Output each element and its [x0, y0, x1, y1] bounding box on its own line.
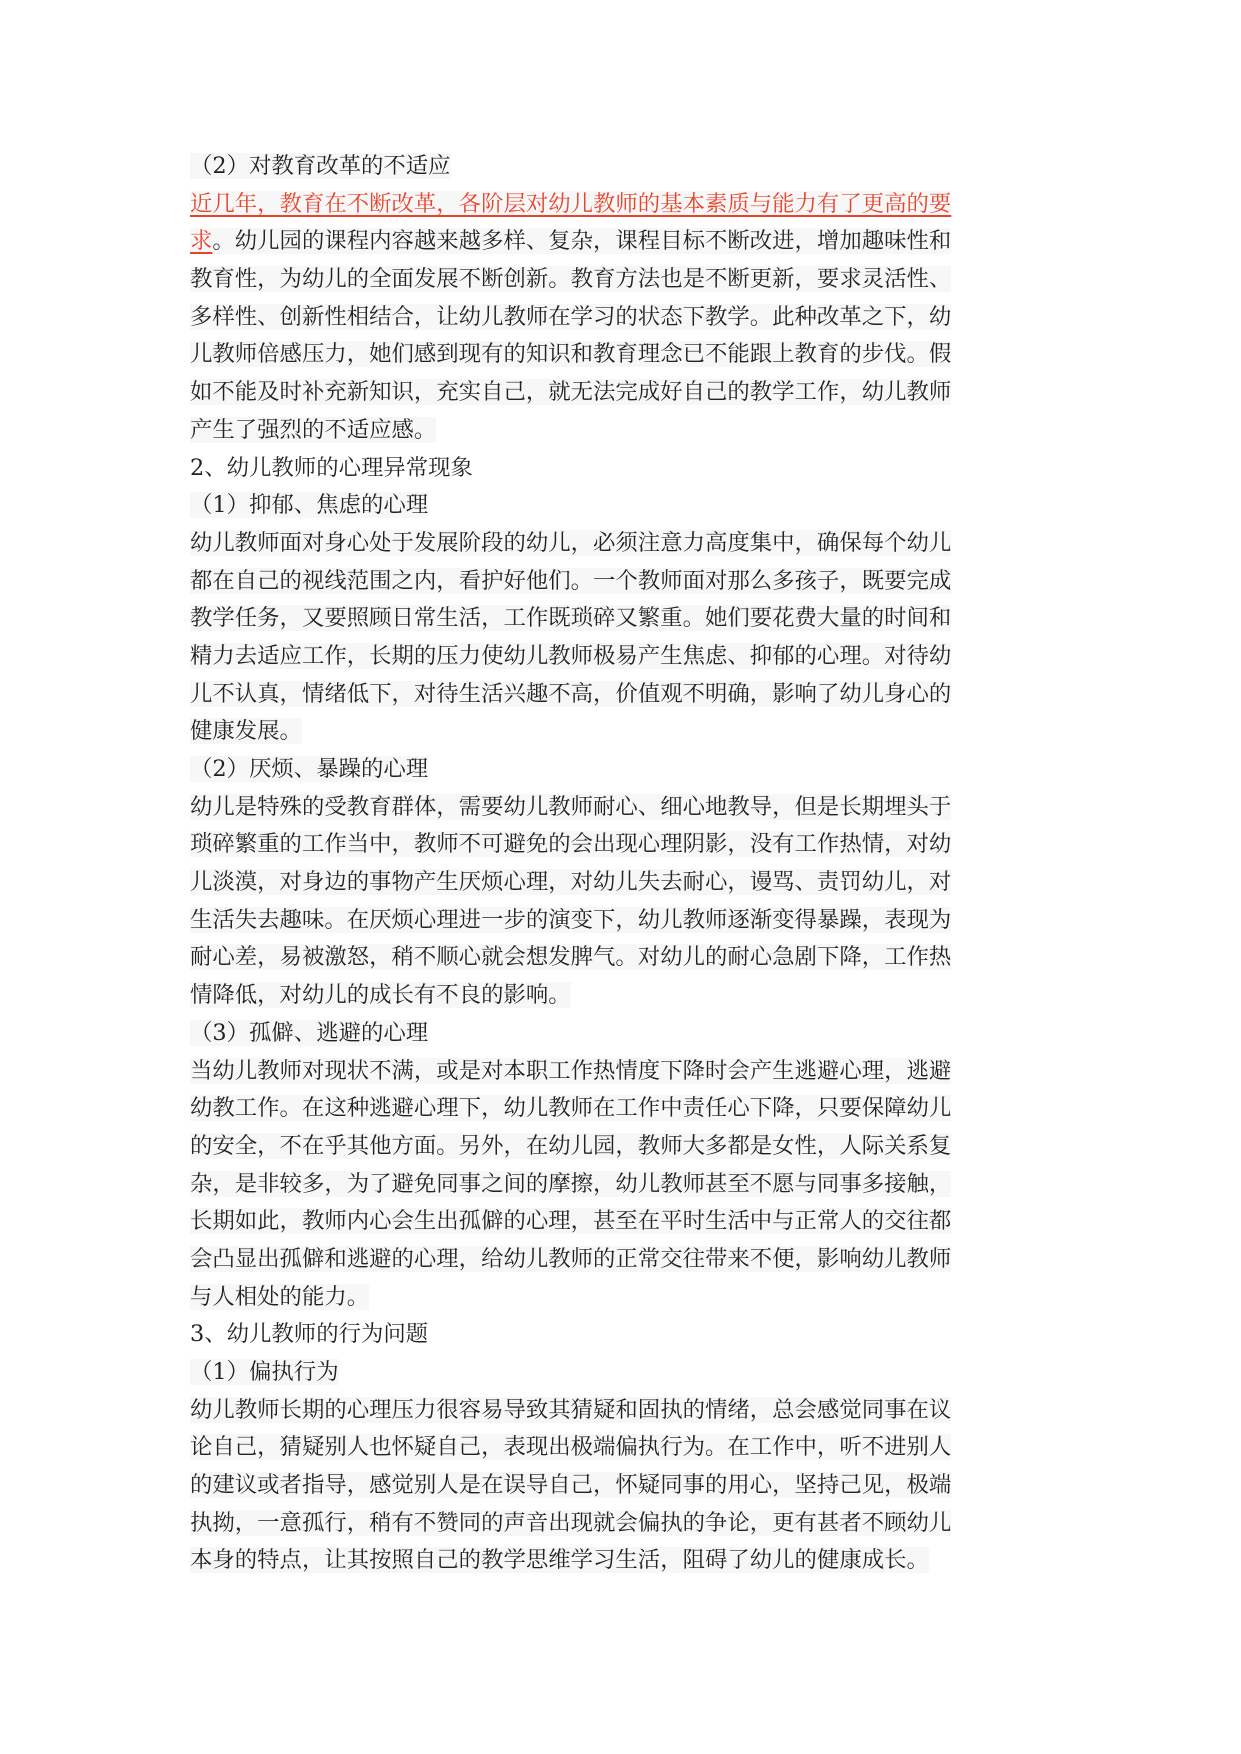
paragraph-line: 情降低，对幼儿的成长有不良的影响。	[190, 982, 571, 1009]
subheading-education-reform: （2）对教育改革的不适应	[190, 153, 451, 179]
paragraph-line: 精力去适应工作，长期的压力使幼儿教师极易产生焦虑、抑郁的心理。对待幼	[190, 642, 952, 669]
paragraph-line: 长期如此，教师内心会生出孤僻的心理，甚至在平时生活中与正常人的交往都	[190, 1208, 952, 1235]
subheading-isolation-avoidance: （3）孤僻、逃避的心理	[190, 1019, 429, 1046]
paragraph-line: 儿教师倍感压力，她们感到现有的知识和教育理念已不能跟上教育的步伐。假	[190, 341, 952, 368]
paragraph-line: 健康发展。	[190, 718, 302, 745]
paragraph-line: 耐心差，易被激怒，稍不顺心就会想发脾气。对幼儿的耐心急剧下降，工作热	[190, 944, 952, 971]
paragraph-line: 幼儿教师长期的心理压力很容易导致其猜疑和固执的情绪，总会感觉同事在议	[190, 1396, 952, 1423]
subheading-depression-anxiety: （1）抑郁、焦虑的心理	[190, 492, 429, 519]
subheading-irritability: （2）厌烦、暴躁的心理	[190, 756, 429, 782]
paragraph-line: 教学任务，又要照顾日常生活，工作既琐碎又繁重。她们要花费大量的时间和	[190, 605, 952, 632]
paragraph-line: 如不能及时补充新知识，充实自己，就无法完成好自己的教学工作，幼儿教师	[190, 379, 952, 406]
highlighted-text: 求	[190, 228, 213, 255]
paragraph-line: 幼儿是特殊的受教育群体，需要幼儿教师耐心、细心地教导，但是长期埋头于	[190, 793, 952, 820]
paragraph-line: 杂，是非较多，为了避免同事之间的摩擦，幼儿教师甚至不愿与同事多接触，	[190, 1170, 952, 1197]
paragraph-line: 产生了强烈的不适应感。	[190, 416, 437, 443]
paragraph-line: 教育性，为幼儿的全面发展不断创新。教育方法也是不断更新，要求灵活性、	[190, 266, 952, 293]
paragraph-line: 生活失去趣味。在厌烦心理进一步的演变下，幼儿教师逐渐变得暴躁，表现为	[190, 906, 952, 933]
paragraph-line: 本身的特点，让其按照自己的教学思维学习生活，阻碍了幼儿的健康成长。	[190, 1547, 929, 1574]
section-heading-behavior-problems: 3、幼儿教师的行为问题	[190, 1321, 429, 1348]
paragraph-line: 幼儿教师面对身心处于发展阶段的幼儿，必须注意力高度集中，确保每个幼儿	[190, 529, 952, 556]
section-heading-abnormal-psychology: 2、幼儿教师的心理异常现象	[190, 454, 473, 481]
paragraph-line: 与人相处的能力。	[190, 1283, 370, 1310]
paragraph-line: 儿不认真，情绪低下，对待生活兴趣不高，价值观不明确，影响了幼儿身心的	[190, 680, 952, 707]
paragraph-line: 的建议或者指导，感觉别人是在误导自己，怀疑同事的用心，坚持己见，极端	[190, 1472, 952, 1499]
highlighted-text: 近几年，教育在不断改革，各阶层对幼儿教师的基本素质与能力有了更高的要	[190, 190, 952, 217]
paragraph-line: 当幼儿教师对现状不满，或是对本职工作热情度下降时会产生逃避心理，逃避	[190, 1057, 952, 1084]
paragraph-line: 琐碎繁重的工作当中，教师不可避免的会出现心理阴影，没有工作热情，对幼	[190, 831, 952, 858]
paragraph-line: 儿淡漠，对身边的事物产生厌烦心理，对幼儿失去耐心，谩骂、责罚幼儿，对	[190, 869, 952, 896]
paragraph-line: 幼教工作。在这种逃避心理下，幼儿教师在工作中责任心下降，只要保障幼儿	[190, 1095, 952, 1122]
paragraph-line: 会凸显出孤僻和逃避的心理，给幼儿教师的正常交往带来不便，影响幼儿教师	[190, 1245, 952, 1272]
paragraph-line: 执拗，一意孤行，稍有不赞同的声音出现就会偏执的争论，更有甚者不顾幼儿	[190, 1509, 952, 1536]
paragraph-line: 论自己，猜疑别人也怀疑自己，表现出极端偏执行为。在工作中，听不进别人	[190, 1434, 952, 1461]
subheading-paranoid-behavior: （1）偏执行为	[190, 1359, 339, 1385]
paragraph-line: 多样性、创新性相结合，让幼儿教师在学习的状态下教学。此种改革之下，幼	[190, 303, 952, 330]
paragraph-line: 的安全，不在乎其他方面。另外，在幼儿园，教师大多都是女性，人际关系复	[190, 1132, 952, 1159]
paragraph-line	[190, 186, 1040, 224]
document-page	[190, 148, 1040, 1580]
paragraph-line: 都在自己的视线范围之内，看护好他们。一个教师面对那么多孩子，既要完成	[190, 567, 952, 594]
paragraph-line: 求。幼儿园的课程内容越来越多样、复杂，课程目标不断改进，增加趣味性和	[190, 228, 952, 255]
